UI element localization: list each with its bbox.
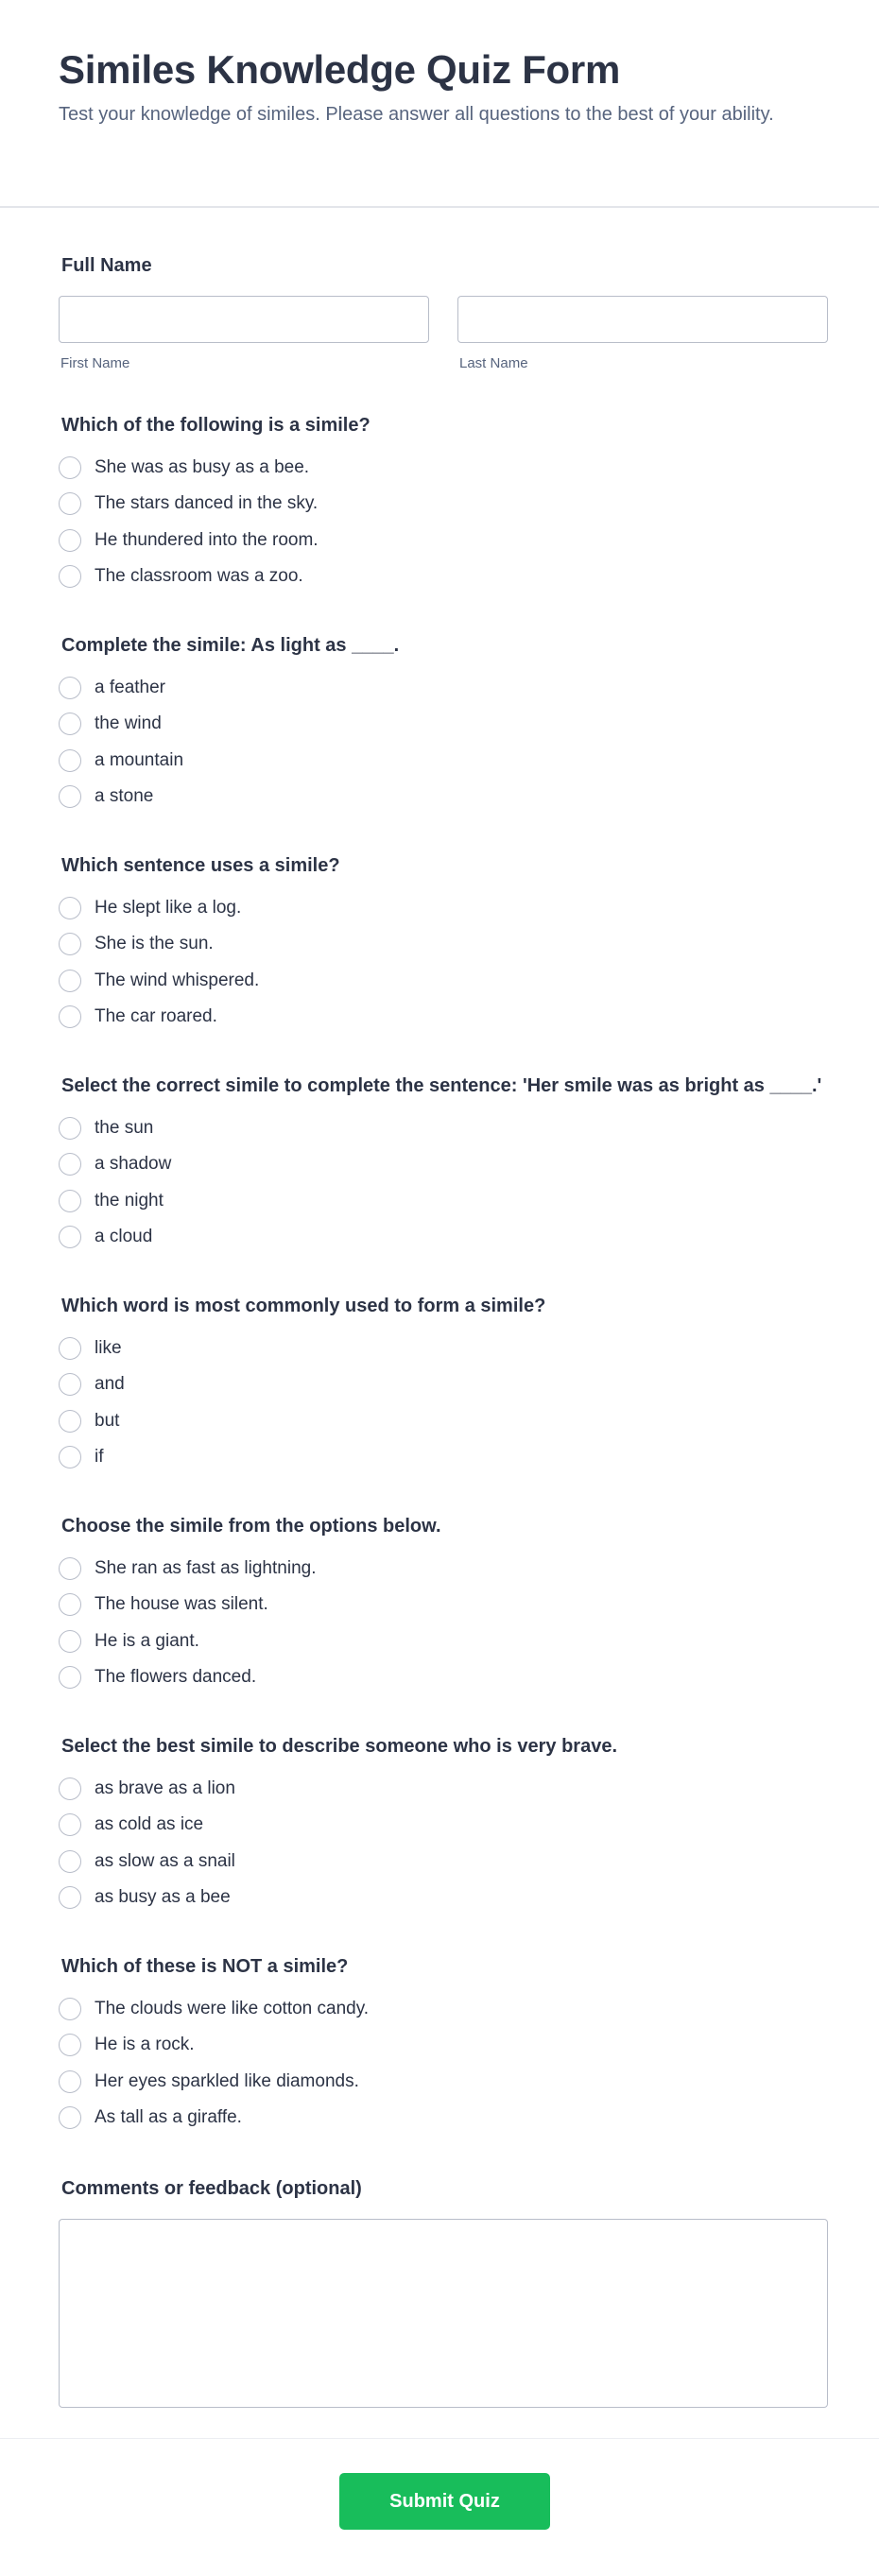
option-label: He is a rock. [95, 2035, 195, 2054]
option-label: the wind [95, 713, 162, 733]
form-title: Similes Knowledge Quiz Form [59, 47, 620, 92]
first-name-sublabel: First Name [60, 355, 130, 371]
question-8-option-2[interactable] [59, 2032, 195, 2058]
question-8-option-4[interactable] [59, 2104, 242, 2131]
radio-button[interactable] [59, 749, 81, 772]
option-label: a cloud [95, 1227, 153, 1246]
radio-button[interactable] [59, 1153, 81, 1176]
question-6-option-2[interactable] [59, 1591, 268, 1618]
first-name-input[interactable] [59, 296, 429, 343]
comments-textarea[interactable] [59, 2219, 828, 2408]
option-label: She was as busy as a bee. [95, 457, 310, 477]
option-label: As tall as a giraffe. [95, 2107, 242, 2127]
radio-button[interactable] [59, 1337, 81, 1360]
question-1-option-4[interactable] [59, 563, 303, 590]
question-8-option-3[interactable] [59, 2069, 359, 2095]
radio-button[interactable] [59, 2070, 81, 2093]
option-label: like [95, 1338, 122, 1358]
radio-button[interactable] [59, 1850, 81, 1873]
radio-button[interactable] [59, 2034, 81, 2056]
question-5-option-2[interactable] [59, 1371, 125, 1398]
option-label: He thundered into the room. [95, 530, 319, 550]
radio-button[interactable] [59, 677, 81, 699]
question-5-option-3[interactable] [59, 1408, 119, 1434]
submit-quiz-button[interactable]: Submit Quiz [339, 2473, 550, 2530]
radio-button[interactable] [59, 933, 81, 955]
full-name-label: Full Name [61, 255, 152, 276]
comments-label: Comments or feedback (optional) [61, 2178, 362, 2199]
radio-button[interactable] [59, 2106, 81, 2129]
option-label: The house was silent. [95, 1594, 268, 1614]
option-label: The clouds were like cotton candy. [95, 1999, 370, 2018]
radio-button[interactable] [59, 1630, 81, 1653]
option-label: a mountain [95, 750, 184, 770]
question-3-option-4[interactable] [59, 1004, 217, 1030]
question-4-option-4[interactable] [59, 1224, 152, 1250]
radio-button[interactable] [59, 1226, 81, 1248]
form-header [0, 0, 879, 208]
radio-button[interactable] [59, 1410, 81, 1433]
option-label: as slow as a snail [95, 1851, 235, 1871]
question-4-option-3[interactable] [59, 1188, 164, 1214]
question-3-option-3[interactable] [59, 968, 259, 994]
option-label: The stars danced in the sky. [95, 493, 319, 513]
question-2-label: Complete the simile: As light as ____. [61, 635, 400, 656]
radio-button[interactable] [59, 1998, 81, 2020]
option-label: The flowers danced. [95, 1667, 257, 1687]
question-8-option-1[interactable] [59, 1996, 369, 2022]
option-label: Her eyes sparkled like diamonds. [95, 2071, 359, 2091]
radio-button[interactable] [59, 1373, 81, 1396]
question-6-label: Choose the simile from the options below. [61, 1516, 441, 1537]
radio-button[interactable] [59, 897, 81, 919]
option-label: The car roared. [95, 1006, 217, 1026]
question-5-option-1[interactable] [59, 1335, 122, 1362]
question-7-option-3[interactable] [59, 1848, 235, 1875]
option-label: The wind whispered. [95, 970, 260, 990]
question-7-option-1[interactable] [59, 1776, 235, 1802]
question-1-option-2[interactable] [59, 490, 318, 517]
question-5-label: Which word is most commonly used to form a simile? [61, 1296, 546, 1316]
option-label: the night [95, 1191, 164, 1211]
question-8-label: Which of these is NOT a simile? [61, 1956, 349, 1977]
option-label: a feather [95, 678, 165, 697]
radio-button[interactable] [59, 1005, 81, 1028]
radio-button[interactable] [59, 529, 81, 552]
option-label: if [95, 1447, 104, 1467]
question-4-option-2[interactable] [59, 1151, 171, 1177]
question-1-option-3[interactable] [59, 527, 319, 554]
option-label: He is a giant. [95, 1631, 199, 1651]
radio-button[interactable] [59, 1666, 81, 1689]
option-label: The classroom was a zoo. [95, 566, 303, 586]
question-1-label: Which of the following is a simile? [61, 415, 371, 436]
question-7-option-2[interactable] [59, 1812, 203, 1838]
question-1-option-1[interactable] [59, 455, 309, 481]
radio-button[interactable] [59, 492, 81, 515]
last-name-sublabel: Last Name [459, 355, 528, 371]
radio-button[interactable] [59, 1777, 81, 1800]
option-label: but [95, 1411, 120, 1431]
question-5-option-4[interactable] [59, 1444, 104, 1470]
radio-button[interactable] [59, 1557, 81, 1580]
option-label: as brave as a lion [95, 1778, 235, 1798]
radio-button[interactable] [59, 1117, 81, 1140]
question-6-option-4[interactable] [59, 1664, 256, 1691]
question-2-option-2[interactable] [59, 711, 162, 737]
radio-button[interactable] [59, 713, 81, 735]
question-2-option-3[interactable] [59, 747, 183, 774]
option-label: He slept like a log. [95, 898, 242, 918]
question-4-option-1[interactable] [59, 1115, 153, 1142]
radio-button[interactable] [59, 785, 81, 808]
last-name-input[interactable] [457, 296, 828, 343]
option-label: a shadow [95, 1154, 172, 1174]
question-7-label: Select the best simile to describe someone who is very brave. [61, 1736, 618, 1757]
question-3-option-2[interactable] [59, 931, 214, 957]
radio-button[interactable] [59, 1593, 81, 1616]
option-label: as cold as ice [95, 1814, 204, 1834]
footer-divider [0, 2438, 879, 2439]
radio-button[interactable] [59, 456, 81, 479]
question-6-option-3[interactable] [59, 1628, 199, 1655]
question-3-label: Which sentence uses a simile? [61, 855, 340, 876]
option-label: and [95, 1374, 125, 1394]
option-label: a stone [95, 786, 154, 806]
form-subtitle: Test your knowledge of similes. Please answer all questions to the best of your ability. [59, 104, 774, 125]
radio-button[interactable] [59, 1886, 81, 1909]
radio-button[interactable] [59, 970, 81, 992]
option-label: She is the sun. [95, 934, 214, 953]
radio-button[interactable] [59, 565, 81, 588]
option-label: the sun [95, 1118, 154, 1138]
question-4-label: Select the correct simile to complete the sentence: 'Her smile was as bright as ____.' [61, 1075, 822, 1096]
option-label: as busy as a bee [95, 1887, 231, 1907]
question-3-option-1[interactable] [59, 895, 241, 921]
question-7-option-4[interactable] [59, 1884, 231, 1911]
radio-button[interactable] [59, 1813, 81, 1836]
radio-button[interactable] [59, 1190, 81, 1212]
question-6-option-1[interactable] [59, 1555, 316, 1582]
question-2-option-1[interactable] [59, 675, 165, 701]
option-label: She ran as fast as lightning. [95, 1558, 317, 1578]
radio-button[interactable] [59, 1446, 81, 1468]
question-2-option-4[interactable] [59, 783, 153, 810]
